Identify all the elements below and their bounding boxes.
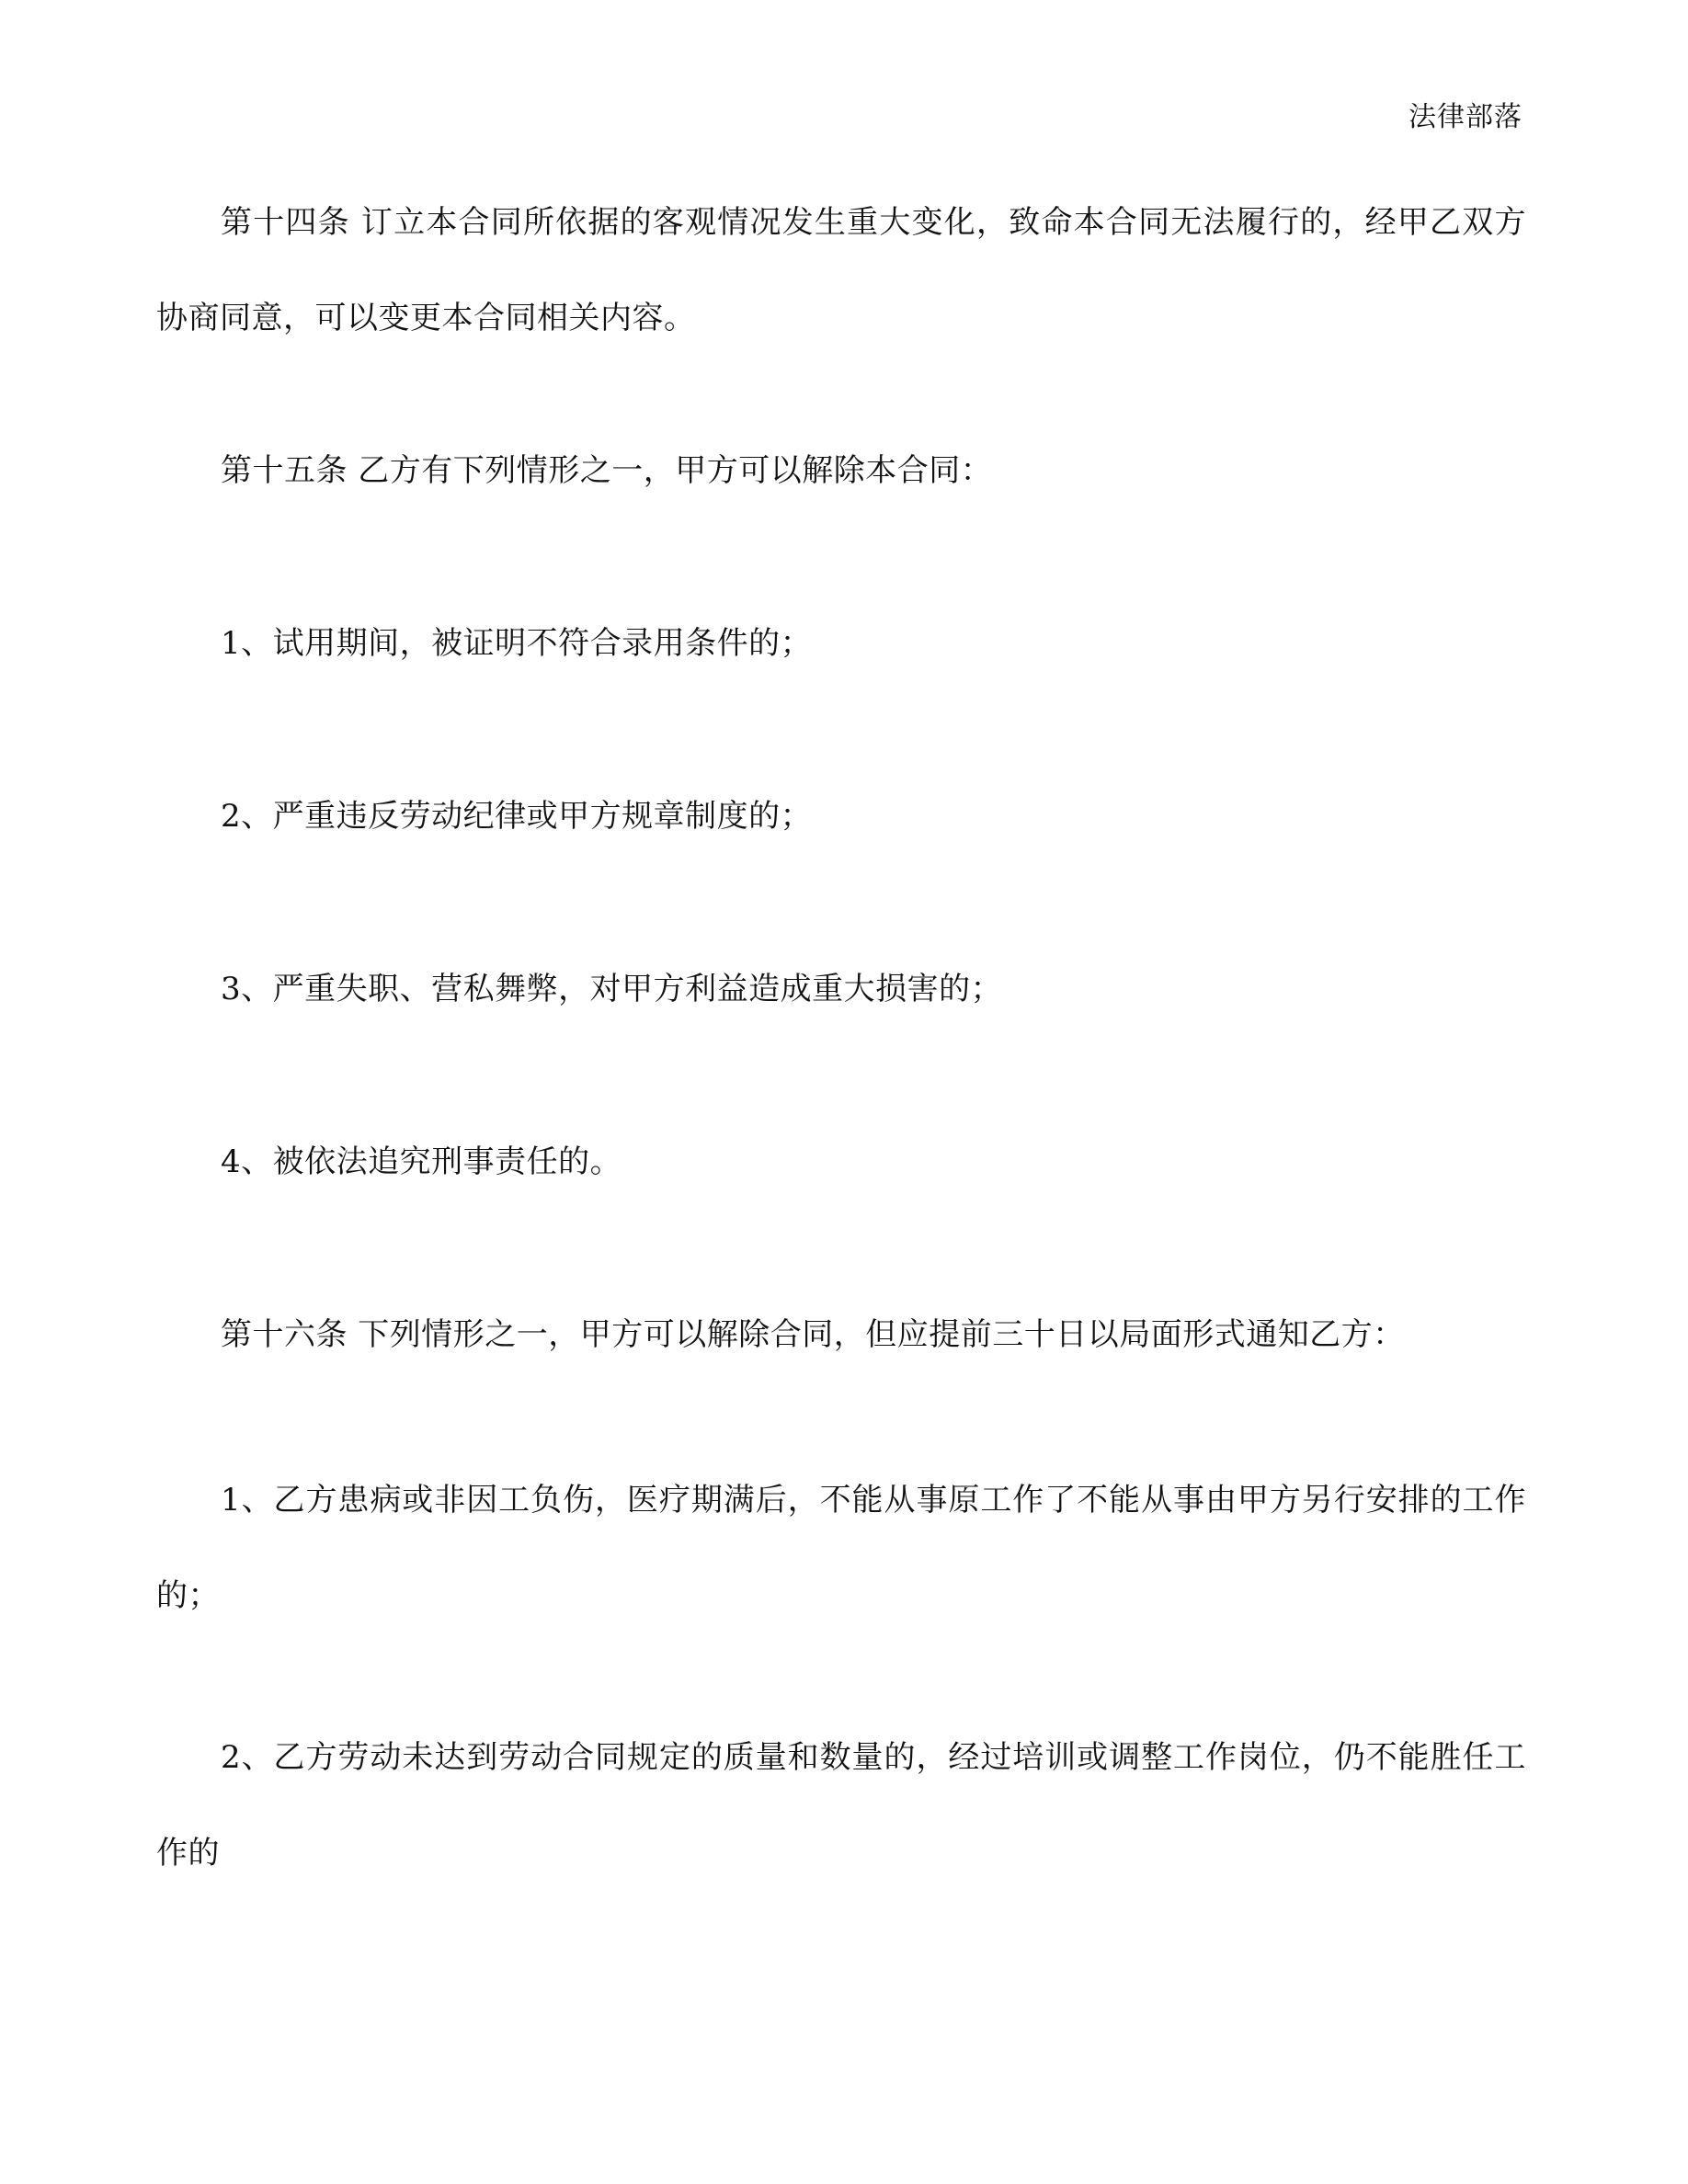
article-16-paragraph: 第十六条 下列情形之一，甲方可以解除合同，但应提前三十日以局面形式通知乙方： xyxy=(221,1316,1405,1353)
article-14-paragraph: 第十四条 订立本合同所依据的客观情况发生重大变化，致命本合同无法履行的，经甲乙双方协商同意，可以变更本合同相关内容。 xyxy=(156,204,1526,336)
article-15-item-4: 4、被依法追究刑事责任的。 xyxy=(221,1143,622,1180)
article-16-item-2: 2、乙方劳动未达到劳动合同规定的质量和数量的，经过培训或调整工作岗位，仍不能胜任工作的 xyxy=(156,1739,1526,1871)
article-16-item-1: 1、乙方患病或非因工负伤，医疗期满后，不能从事原工作了不能从事由甲方另行安排的工作的； xyxy=(156,1482,1526,1614)
article-15-item-2: 2、严重违反劳动纪律或甲方规章制度的； xyxy=(221,798,813,835)
article-15-paragraph: 第十五条 乙方有下列情形之一，甲方可以解除本合同： xyxy=(221,452,993,489)
header-source-label: 法律部落 xyxy=(1409,101,1523,133)
article-15-item-3: 3、严重失职、营私舞弊，对甲方利益造成重大损害的； xyxy=(221,971,1003,1007)
article-15-item-1: 1、试用期间，被证明不符合录用条件的； xyxy=(221,625,813,662)
